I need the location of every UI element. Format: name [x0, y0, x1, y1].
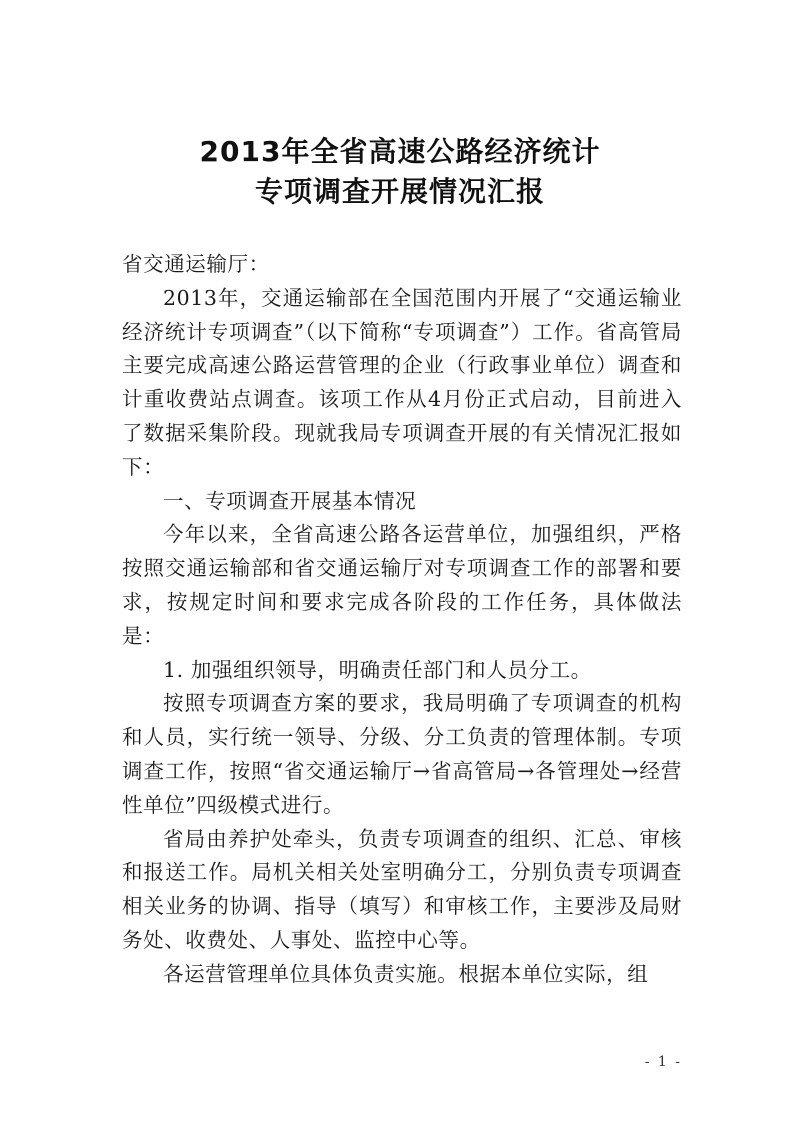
paragraph: 各运营管理单位具体负责实施。根据本单位实际，组 — [163, 961, 649, 986]
salutation: 省交通运输厅： — [122, 252, 270, 276]
subsection-heading: 1. 加强组织领导，明确责任部门和人员分工。 — [163, 657, 592, 682]
document-body — [122, 248, 682, 992]
page-number: - 1 - — [644, 1054, 682, 1070]
document-title-line2: 专项调查开展情况汇报 — [254, 175, 545, 208]
paragraph: 按照专项调查方案的要求，我局明确了专项调查的机构和人员，实行统一领导、分级、分工负责的管理体制。专项调查工作，按照“省交通运输厅→省高管局→各管理处→经营性单位”四级模式进行。 — [122, 691, 682, 817]
paragraph: 今年以来，全省高速公路各运营单位，加强组织，严格按照交通运输部和省交通运输厅对专项调查工作的部署和要求，按规定时间和要求完成各阶段的工作任务，具体做法是： — [122, 522, 682, 648]
paragraph: 省局由养护处牵头，负责专项调查的组织、汇总、审核和报送工作。局机关相关处室明确分工，分别负责专项调查相关业务的协调、指导（填写）和审核工作，主要涉及局财务处、收费处、人事处、监控中心等。 — [122, 826, 682, 952]
paragraph-intro: 2013年，交通运输部在全国范围内开展了“交通运输业经济统计专项调查”（以下简称“专项调查”）工作。省高管局主要完成高速公路运营管理的企业（行政事业单位）调查和计重收费站点调查。该项工作从4月份正式启动，目前进入了数据采集阶段。现就我局专项调查开展的有关情况汇报如下： — [122, 285, 682, 479]
section-heading: 一、专项调查开展基本情况 — [163, 488, 417, 513]
document-title-line1: 2013年全省高速公路经济统计 — [199, 135, 601, 168]
